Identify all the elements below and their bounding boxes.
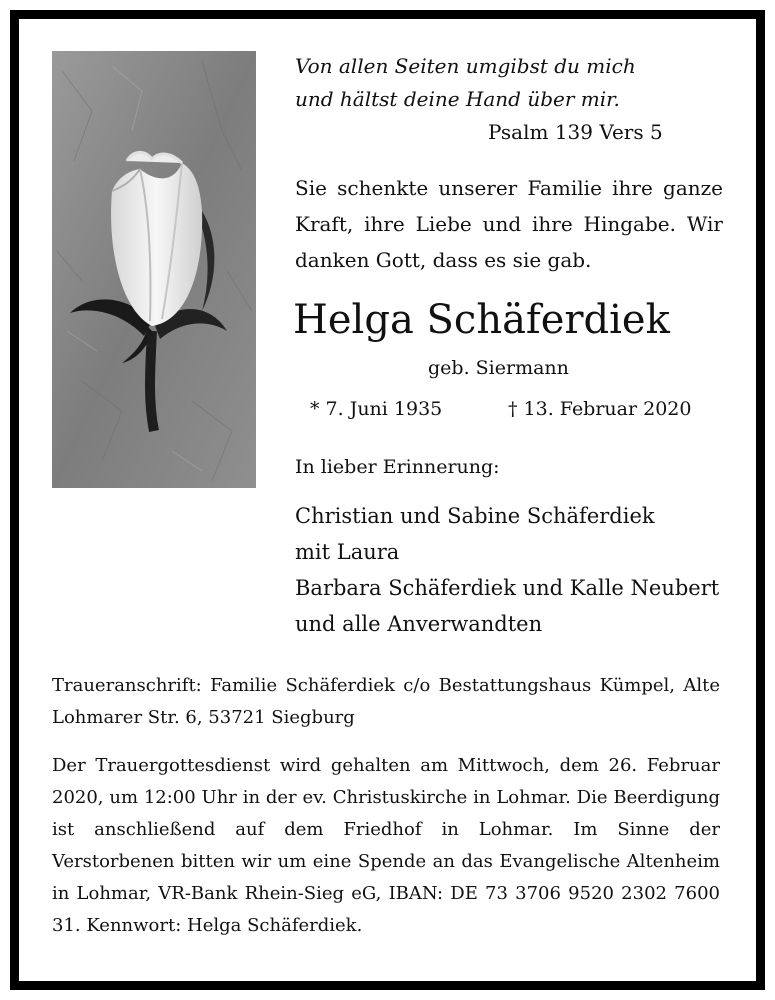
psalm-verse — [295, 50, 695, 116]
funeral-service-info: Der Trauergottesdienst wird gehalten am Mittwoch, dem 26. Februar 2020, um 12:00 Uhr in der ev. Christuskirche in Lohmar. Die Beerdigung ist anschließend auf dem Friedhof in Lohmar. Im Sinne der Verstorbenen bitten wir um eine Spende an das Evangelische Altenheim in Lohmar, VR-Bank Rhein-Sieg eG, IBAN: DE 73 3706 9520 2302 7600 31. Kennwort: Helga Schäferdiek. — [52, 755, 720, 936]
verse-line: Von allen Seiten umgibst du mich — [295, 54, 636, 78]
birth-name: geb. Siermann — [428, 357, 569, 379]
mourner-line: Christian und Sabine Schäferdiek — [295, 504, 655, 528]
mourners-list — [295, 498, 719, 642]
memory-heading: In lieber Erinnerung: — [295, 456, 500, 478]
mourner-line: mit Laura — [295, 540, 400, 564]
mourner-line: und alle Anverwandten — [295, 612, 543, 636]
mourning-address: Traueranschrift: Familie Schäferdiek c/o Bestattungshaus Kümpel, Alte Lohmarer Str. 6, 53721 Siegburg — [52, 675, 720, 728]
mourner-line: Barbara Schäferdiek und Kalle Neubert — [295, 576, 720, 600]
death-date: † 13. Februar 2020 — [508, 398, 692, 420]
tribute-text: Sie schenkte unserer Familie ihre ganze Kraft, ihre Liebe und ihre Hingabe. Wir danken Gott, dass es sie gab. — [295, 176, 723, 272]
rose-photo — [52, 51, 256, 488]
verse-reference: Psalm 139 Vers 5 — [488, 120, 663, 144]
verse-line: und hältst deine Hand über mir. — [295, 87, 620, 111]
deceased-name: Helga Schäferdiek — [293, 297, 670, 343]
rose-icon — [52, 51, 256, 488]
birth-date: * 7. Juni 1935 — [310, 398, 443, 420]
